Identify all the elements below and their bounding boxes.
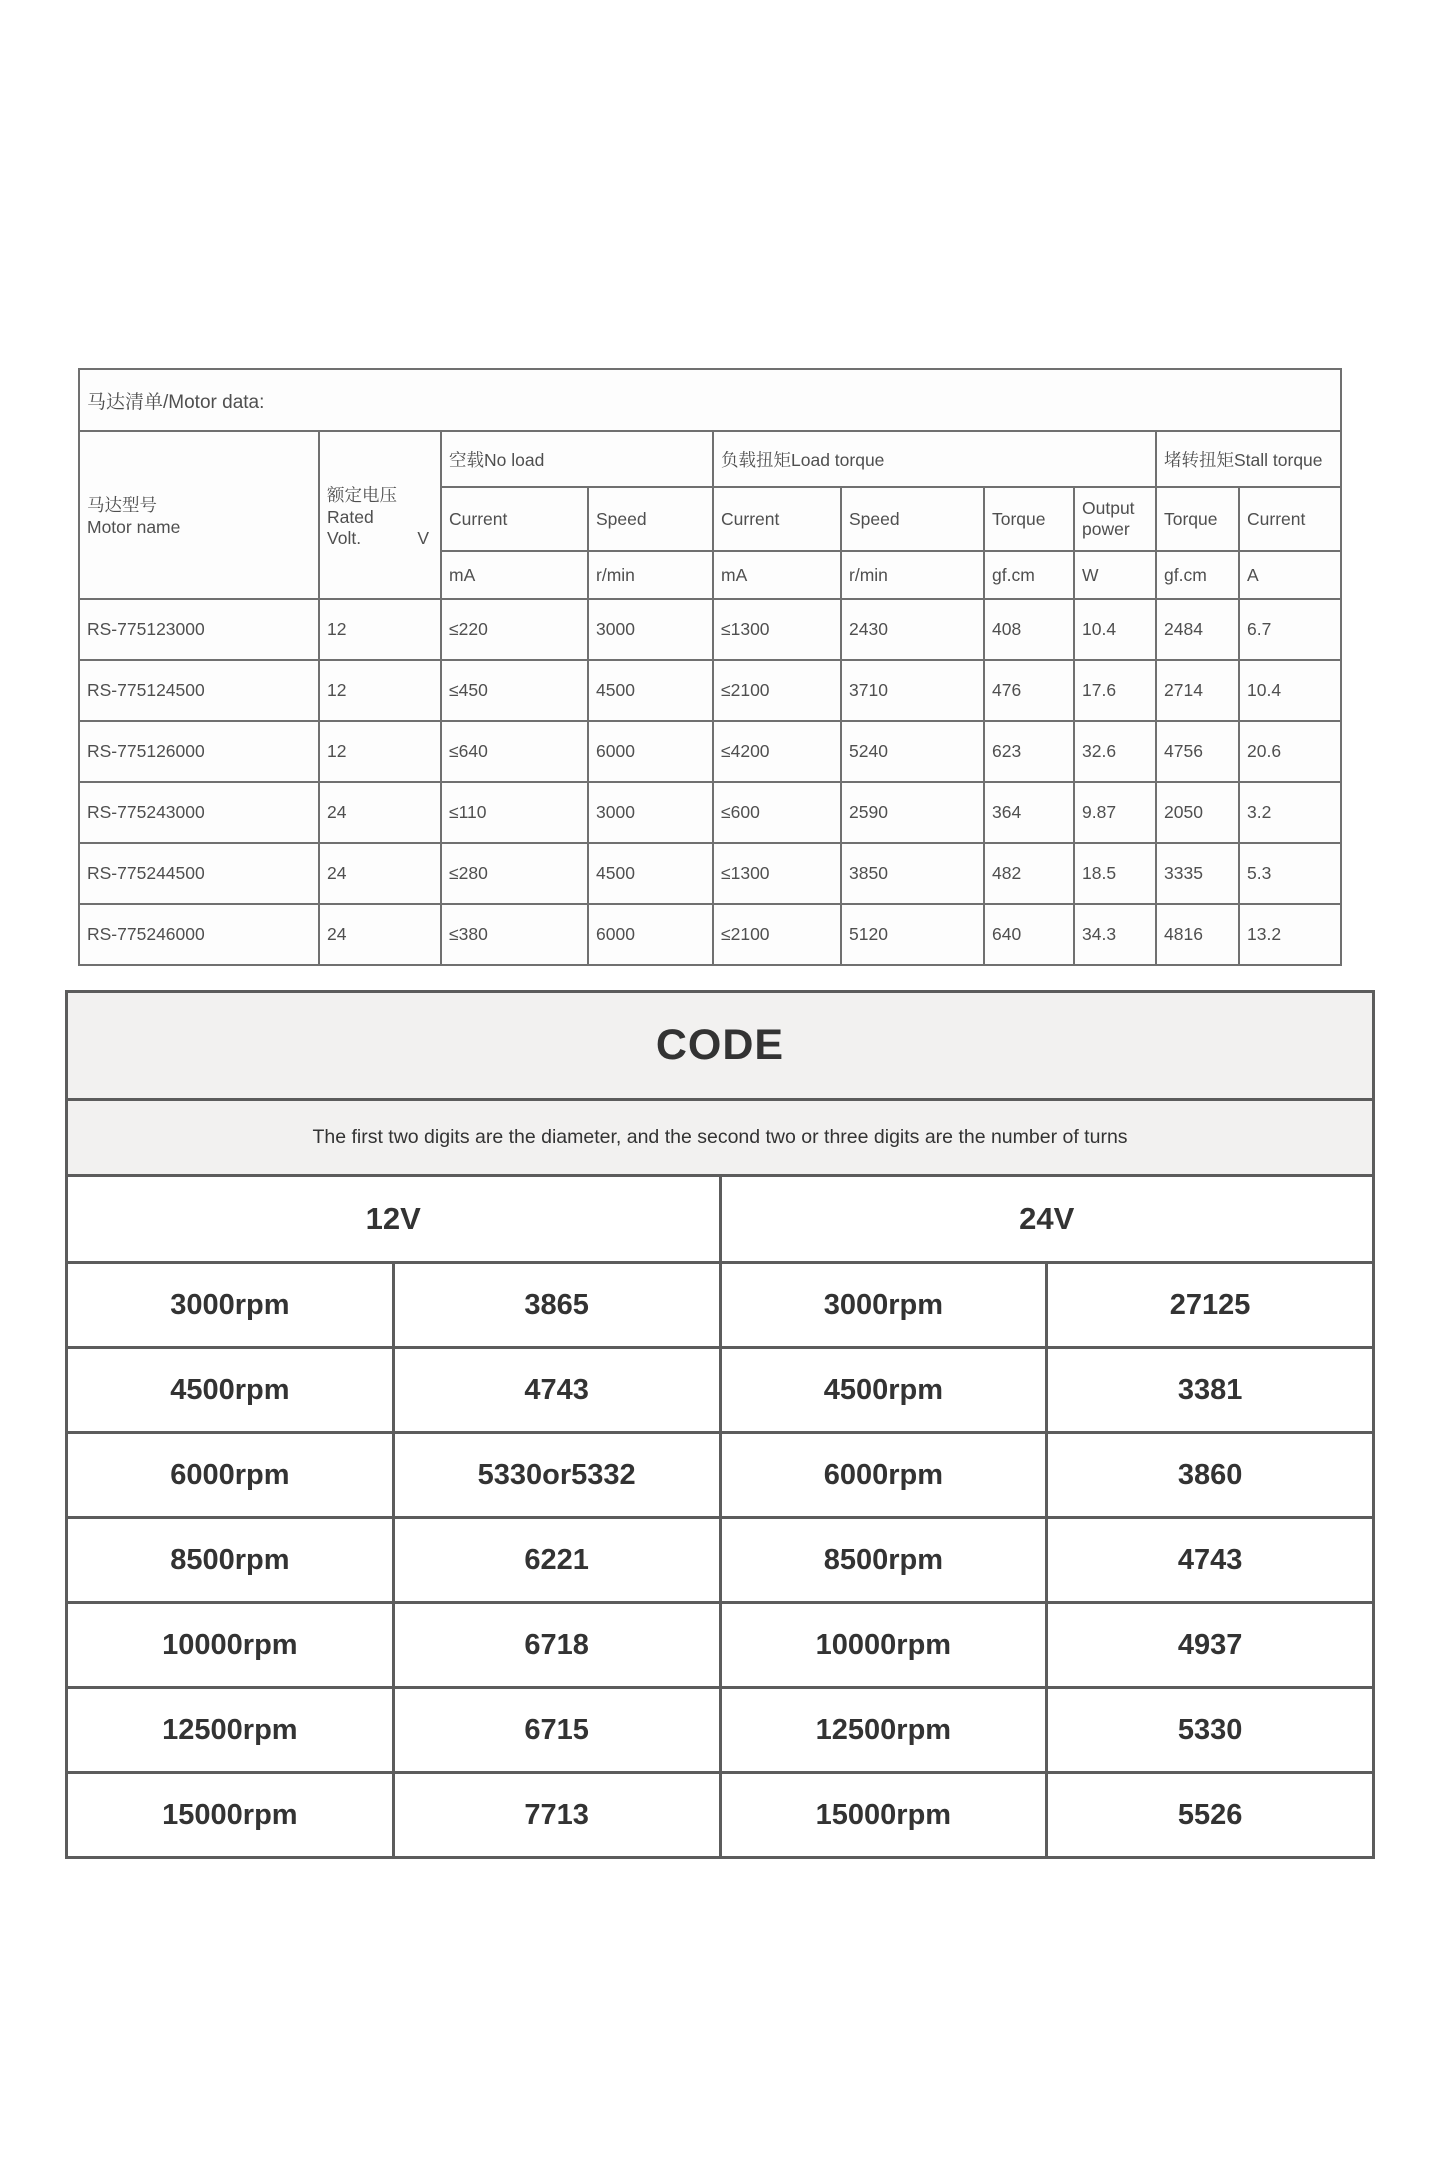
motor-row bbox=[79, 843, 1341, 904]
motor-cell: ≤640 bbox=[441, 721, 588, 782]
code-value-cell: 6715 bbox=[393, 1688, 720, 1773]
code-rpm-cell: 15000rpm bbox=[720, 1773, 1047, 1858]
unit-cell: gf.cm bbox=[984, 551, 1074, 599]
motor-cell: 4756 bbox=[1156, 721, 1239, 782]
motor-cell: 32.6 bbox=[1074, 721, 1156, 782]
motor-data-table bbox=[78, 368, 1342, 966]
motor-cell: 640 bbox=[984, 904, 1074, 965]
sub-header-cell: Speed bbox=[841, 487, 984, 551]
header-rated-volt bbox=[319, 431, 441, 599]
motor-cell: 20.6 bbox=[1239, 721, 1341, 782]
motor-cell: RS-775244500 bbox=[79, 843, 319, 904]
code-row bbox=[67, 1688, 1374, 1773]
motor-cell: 2714 bbox=[1156, 660, 1239, 721]
motor-cell: 3000 bbox=[588, 782, 713, 843]
motor-cell: 12 bbox=[319, 660, 441, 721]
motor-cell: 12 bbox=[319, 721, 441, 782]
motor-cell: 4816 bbox=[1156, 904, 1239, 965]
sub-header-cell: Torque bbox=[1156, 487, 1239, 551]
motor-cell: ≤450 bbox=[441, 660, 588, 721]
motor-cell: 5.3 bbox=[1239, 843, 1341, 904]
sub-header-cell: Current bbox=[441, 487, 588, 551]
motor-cell: 2430 bbox=[841, 599, 984, 660]
motor-cell: 4500 bbox=[588, 843, 713, 904]
motor-cell: 10.4 bbox=[1239, 660, 1341, 721]
code-row bbox=[67, 1433, 1374, 1518]
motor-cell: 476 bbox=[984, 660, 1074, 721]
code-value-cell: 27125 bbox=[1047, 1263, 1374, 1348]
motor-cell: RS-775246000 bbox=[79, 904, 319, 965]
code-value-cell: 6718 bbox=[393, 1603, 720, 1688]
code-rpm-cell: 10000rpm bbox=[67, 1603, 394, 1688]
header-motor-name-en: Motor name bbox=[87, 517, 181, 537]
motor-row bbox=[79, 660, 1341, 721]
motor-cell: ≤220 bbox=[441, 599, 588, 660]
unit-cell: r/min bbox=[588, 551, 713, 599]
code-value-cell: 5330 bbox=[1047, 1688, 1374, 1773]
code-rpm-cell: 4500rpm bbox=[720, 1348, 1047, 1433]
code-value-cell: 3860 bbox=[1047, 1433, 1374, 1518]
motor-cell: 5240 bbox=[841, 721, 984, 782]
motor-cell: ≤1300 bbox=[713, 599, 841, 660]
code-value-cell: 3381 bbox=[1047, 1348, 1374, 1433]
motor-cell: 3710 bbox=[841, 660, 984, 721]
code-table bbox=[65, 990, 1375, 1859]
code-rpm-cell: 3000rpm bbox=[720, 1263, 1047, 1348]
motor-cell: 17.6 bbox=[1074, 660, 1156, 721]
motor-cell: 10.4 bbox=[1074, 599, 1156, 660]
code-title: CODE bbox=[67, 992, 1374, 1100]
code-value-cell: 4937 bbox=[1047, 1603, 1374, 1688]
code-row bbox=[67, 1773, 1374, 1858]
code-value-cell: 3865 bbox=[393, 1263, 720, 1348]
motor-table-title: 马达清单/Motor data: bbox=[79, 369, 1341, 431]
motor-cell: ≤2100 bbox=[713, 660, 841, 721]
header-load-torque: 负载扭矩Load torque bbox=[713, 431, 1156, 487]
motor-cell: 13.2 bbox=[1239, 904, 1341, 965]
motor-cell: 408 bbox=[984, 599, 1074, 660]
code-row bbox=[67, 1518, 1374, 1603]
unit-cell: r/min bbox=[841, 551, 984, 599]
motor-cell: 623 bbox=[984, 721, 1074, 782]
motor-cell: 482 bbox=[984, 843, 1074, 904]
motor-cell: ≤380 bbox=[441, 904, 588, 965]
motor-cell: ≤1300 bbox=[713, 843, 841, 904]
code-row bbox=[67, 1603, 1374, 1688]
motor-cell: 18.5 bbox=[1074, 843, 1156, 904]
motor-cell: 364 bbox=[984, 782, 1074, 843]
motor-cell: 2050 bbox=[1156, 782, 1239, 843]
code-row bbox=[67, 1348, 1374, 1433]
header-motor-name-zh: 马达型号 bbox=[87, 495, 157, 515]
header-12v: 12V bbox=[67, 1176, 721, 1263]
motor-cell: 3000 bbox=[588, 599, 713, 660]
code-value-cell: 5330or5332 bbox=[393, 1433, 720, 1518]
code-rpm-cell: 15000rpm bbox=[67, 1773, 394, 1858]
code-rpm-cell: 8500rpm bbox=[67, 1518, 394, 1603]
code-value-cell: 4743 bbox=[1047, 1518, 1374, 1603]
motor-cell: 24 bbox=[319, 782, 441, 843]
motor-cell: ≤110 bbox=[441, 782, 588, 843]
unit-cell: mA bbox=[441, 551, 588, 599]
code-rpm-cell: 6000rpm bbox=[720, 1433, 1047, 1518]
header-rated-volt-en: Rated bbox=[327, 506, 374, 527]
motor-cell: RS-775123000 bbox=[79, 599, 319, 660]
sub-header-cell: Output power bbox=[1074, 487, 1156, 551]
motor-cell: 24 bbox=[319, 843, 441, 904]
header-24v: 24V bbox=[720, 1176, 1374, 1263]
motor-row bbox=[79, 721, 1341, 782]
motor-cell: 9.87 bbox=[1074, 782, 1156, 843]
motor-cell: 2590 bbox=[841, 782, 984, 843]
motor-cell: 24 bbox=[319, 904, 441, 965]
motor-cell: RS-775126000 bbox=[79, 721, 319, 782]
motor-row bbox=[79, 782, 1341, 843]
code-value-cell: 5526 bbox=[1047, 1773, 1374, 1858]
motor-cell: 12 bbox=[319, 599, 441, 660]
header-rated-volt-abbr: Volt. bbox=[327, 527, 362, 548]
motor-cell: RS-775124500 bbox=[79, 660, 319, 721]
unit-cell: A bbox=[1239, 551, 1341, 599]
header-rated-volt-zh: 额定电压 bbox=[327, 484, 397, 505]
motor-row bbox=[79, 904, 1341, 965]
code-rpm-cell: 10000rpm bbox=[720, 1603, 1047, 1688]
code-rpm-cell: 6000rpm bbox=[67, 1433, 394, 1518]
header-motor-name bbox=[79, 431, 319, 599]
motor-cell: 3.2 bbox=[1239, 782, 1341, 843]
code-rpm-cell: 4500rpm bbox=[67, 1348, 394, 1433]
header-rated-volt-unit: V bbox=[417, 527, 429, 548]
code-value-cell: 7713 bbox=[393, 1773, 720, 1858]
sub-header-cell: Torque bbox=[984, 487, 1074, 551]
motor-cell: 3335 bbox=[1156, 843, 1239, 904]
unit-cell: mA bbox=[713, 551, 841, 599]
motor-cell: ≤280 bbox=[441, 843, 588, 904]
motor-cell: ≤2100 bbox=[713, 904, 841, 965]
sub-header-cell: Speed bbox=[588, 487, 713, 551]
motor-cell: 5120 bbox=[841, 904, 984, 965]
motor-cell: 6.7 bbox=[1239, 599, 1341, 660]
header-stall-torque: 堵转扭矩Stall torque bbox=[1156, 431, 1341, 487]
code-value-cell: 6221 bbox=[393, 1518, 720, 1603]
motor-cell: 3850 bbox=[841, 843, 984, 904]
code-rpm-cell: 8500rpm bbox=[720, 1518, 1047, 1603]
sub-header-cell: Current bbox=[713, 487, 841, 551]
motor-cell: 2484 bbox=[1156, 599, 1239, 660]
motor-cell: 6000 bbox=[588, 904, 713, 965]
code-rpm-cell: 3000rpm bbox=[67, 1263, 394, 1348]
header-no-load: 空载No load bbox=[441, 431, 713, 487]
motor-cell: RS-775243000 bbox=[79, 782, 319, 843]
code-rpm-cell: 12500rpm bbox=[67, 1688, 394, 1773]
code-value-cell: 4743 bbox=[393, 1348, 720, 1433]
motor-cell: 34.3 bbox=[1074, 904, 1156, 965]
motor-cell: ≤600 bbox=[713, 782, 841, 843]
motor-cell: 6000 bbox=[588, 721, 713, 782]
motor-row bbox=[79, 599, 1341, 660]
unit-cell: gf.cm bbox=[1156, 551, 1239, 599]
code-row bbox=[67, 1263, 1374, 1348]
code-subtitle: The first two digits are the diameter, and the second two or three digits are the number of turns bbox=[67, 1100, 1374, 1176]
code-rpm-cell: 12500rpm bbox=[720, 1688, 1047, 1773]
unit-cell: W bbox=[1074, 551, 1156, 599]
sub-header-cell: Current bbox=[1239, 487, 1341, 551]
motor-cell: ≤4200 bbox=[713, 721, 841, 782]
motor-cell: 4500 bbox=[588, 660, 713, 721]
